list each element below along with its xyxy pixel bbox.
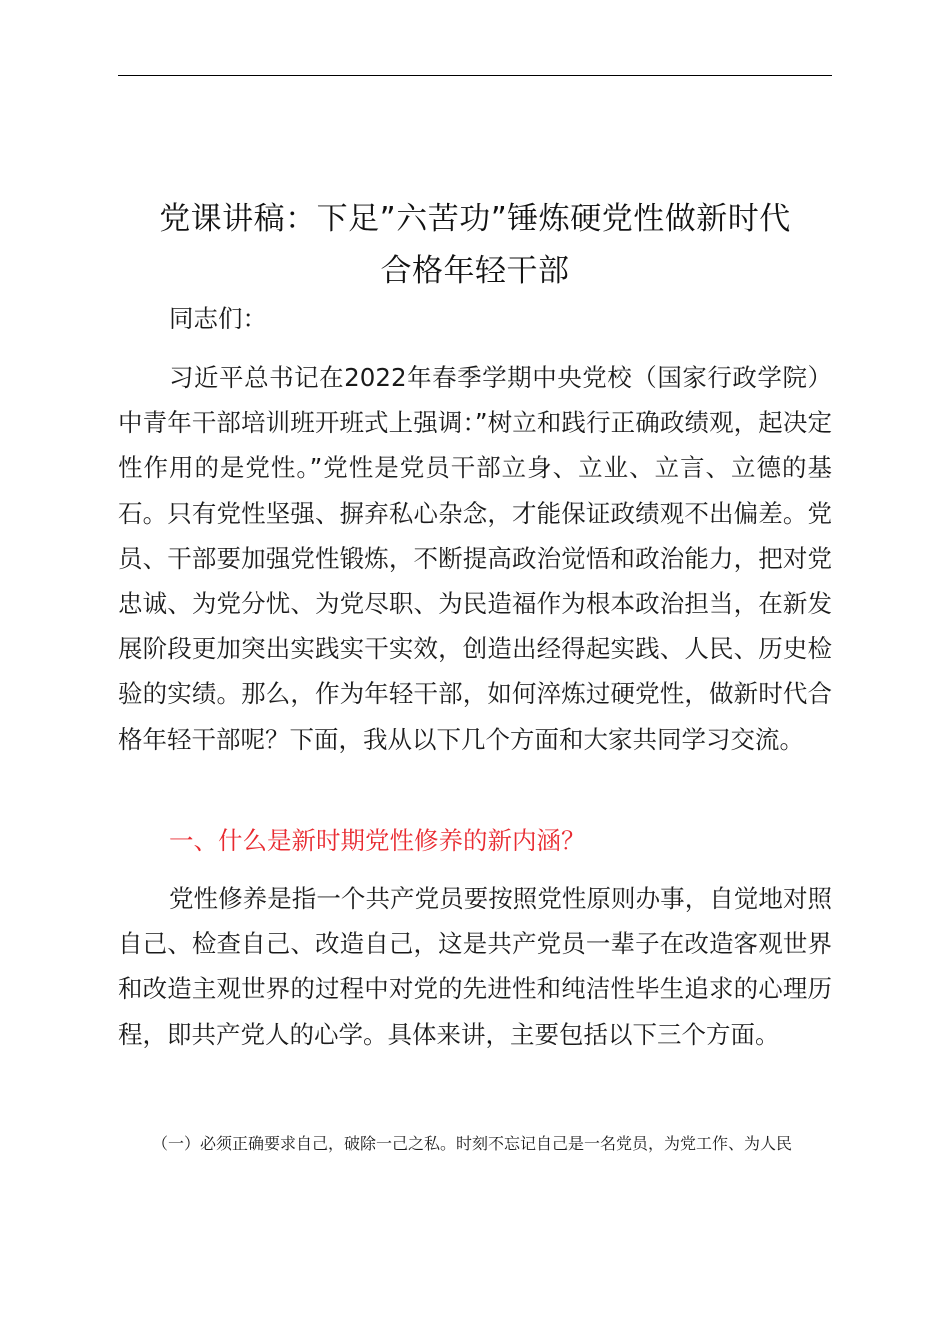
greeting: 同志们： bbox=[169, 304, 267, 333]
title-line-1: 党课讲稿：下足”六苦功”锤炼硬党性做新时代 bbox=[159, 200, 791, 237]
document-title bbox=[110, 193, 840, 297]
section-heading-1: 一、什么是新时期党性修养的新内涵？ bbox=[169, 826, 586, 855]
paragraph-intro: 习近平总书记在2022年春季学期中央党校（国家行政学院）中青年干部培训班开班式上强调：”树立和践行正确政绩观，起决定性作用的是党性。”党性是党员干部立身、立业、立言、立德的基石。只有党性坚强、摒弃私心杂念，才能保证政绩观不出偏差。党员、干部要加强党性锻炼，不断提高政治觉悟和政治能力，把对党忠诚、为党分忧、为党尽职、为民造福作为根本政治担当，在新发展阶段更加突出实践实干实效，创造出经得起实践、人民、历史检验的实绩。那么，作为年轻干部，如何淬炼过硬党性，做新时代合格年轻干部呢？下面，我从以下几个方面和大家共同学习交流。 bbox=[118, 363, 832, 754]
subpoint-1: （一）必须正确要求自己，破除一己之私。时刻不忘记自己是一名党员，为党工作、为人民 bbox=[152, 1134, 793, 1153]
title-line-2: 合格年轻干部 bbox=[380, 252, 570, 289]
paragraph-party-cultivation: 党性修养是指一个共产党员要按照党性原则办事，自觉地对照自己、检查自己、改造自己，这是共产党员一辈子在改造客观世界和改造主观世界的过程中对党的先进性和纯洁性毕生追求的心理历程，即共产党人的心学。具体来讲，主要包括以下三个方面。 bbox=[118, 884, 832, 1049]
header-rule bbox=[118, 75, 832, 76]
